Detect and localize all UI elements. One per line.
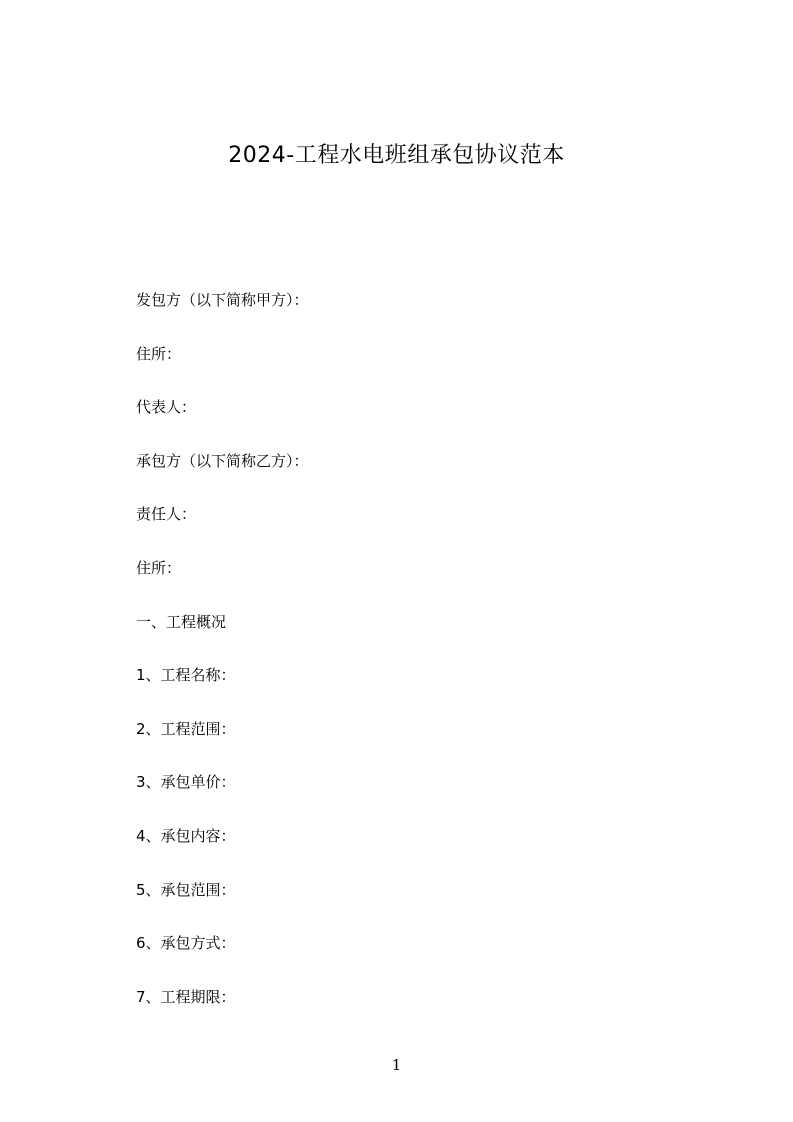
document-body [136, 288, 696, 1038]
section-heading-project-overview: 一、工程概况 [136, 612, 227, 631]
line-project-scope: 2、工程范围： [136, 719, 236, 738]
line-party-a-representative: 代表人： [136, 398, 197, 417]
line-contract-method: 6、承包方式： [136, 934, 236, 953]
line-contract-content: 4、承包内容： [136, 826, 236, 845]
line-project-name: 1、工程名称： [136, 666, 236, 685]
line-party-a-address: 住所： [136, 344, 182, 363]
line-party-b: 承包方（以下简称乙方）： [136, 451, 309, 470]
page-number: 1 [391, 1056, 402, 1074]
document-title: 2024-工程水电班组承包协议范本 [228, 143, 565, 168]
line-party-a: 发包方（以下简称甲方）： [136, 291, 309, 309]
line-project-period: 7、工程期限： [136, 987, 236, 1006]
line-contract-scope: 5、承包范围： [136, 880, 236, 899]
line-party-b-address: 住所： [136, 558, 182, 577]
line-contract-unit-price: 3、承包单价： [136, 773, 236, 792]
line-party-b-responsible-person: 责任人： [136, 505, 197, 524]
